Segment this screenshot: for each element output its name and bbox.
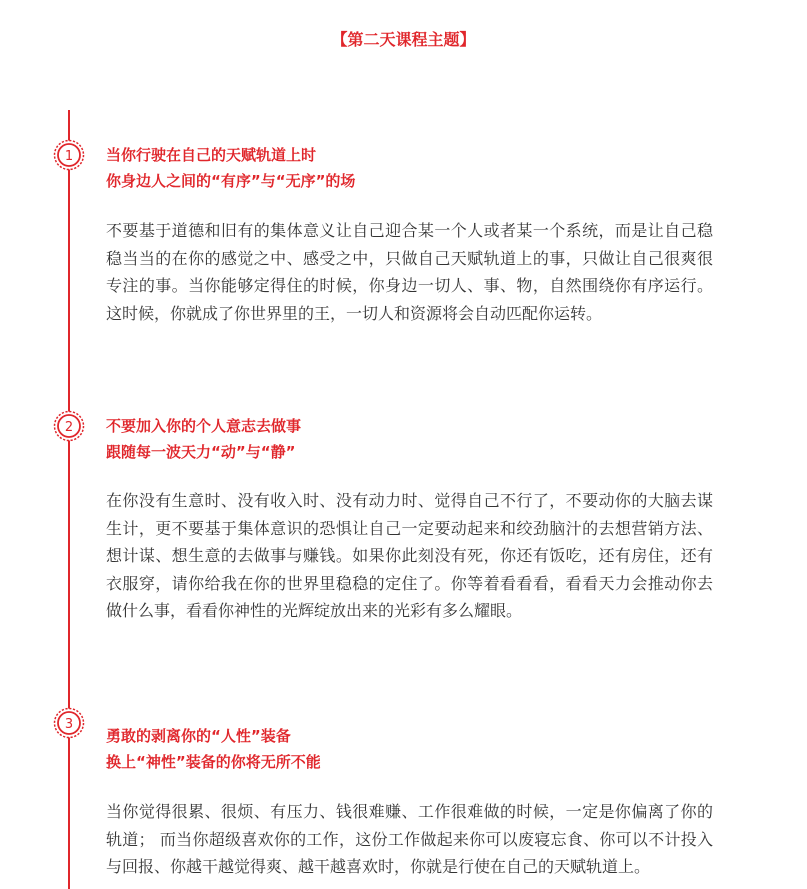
step-1-number: 1 <box>64 149 74 164</box>
section-3-heading-line1: 勇敢的剥离你的“人性”装备 <box>106 727 291 745</box>
step-3-badge <box>53 707 85 739</box>
step-2-number: 2 <box>64 420 74 435</box>
step-3-number: 3 <box>64 717 74 732</box>
timeline-line <box>68 110 70 889</box>
section-1-body: 不要基于道德和旧有的集体意义让自己迎合某一个人或者某一个系统，而是让自己稳稳当当的在你的感觉之中、感受之中，只做自己天赋轨道上的事，只做让自己很爽很专注的事。当你能够定得住的时候，你身边一切人、事、物，自然围绕你有序运行。这时候，你就成了你世界里的王，一切人和资源将会自动匹配你运转。 <box>106 221 713 323</box>
section-3-body: 当你觉得很累、很烦、有压力、钱很难赚、工作很难做的时候，一定是你偏离了你的轨道； 而当你超级喜欢你的工作，这份工作做起来你可以废寝忘食、你可以不计投入与回报、你越干越觉得爽、越干越喜欢时，你就是行使在自己的天赋轨道上。 <box>106 802 713 876</box>
step-1-badge <box>53 139 85 171</box>
section-1-heading-line2: 你身边人之间的“有序”与“无序”的场 <box>106 172 356 190</box>
section-3-heading-line2: 换上“神性”装备的你将无所不能 <box>106 753 321 771</box>
section-2-heading-line1: 不要加入你的个人意志去做事 <box>106 417 302 435</box>
section-2-heading-line2: 跟随每一波天力“动”与“静” <box>106 443 296 461</box>
section-1-heading-line1: 当你行驶在自己的天赋轨道上时 <box>106 146 317 164</box>
page-title: 【第二天课程主题】 <box>331 30 476 49</box>
section-2-heading <box>106 413 301 465</box>
section-1-heading <box>106 142 355 194</box>
section-3-heading <box>106 723 321 775</box>
section-2-body: 在你没有生意时、没有收入时、没有动力时、觉得自己不行了，不要动你的大脑去谋生计，更不要基于集体意识的恐惧让自己一定要动起来和绞劲脑汁的去想营销方法、想计谋、想生意的去做事与赚钱。如果你此刻没有死，你还有饭吃，还有房住，还有衣服穿，请你给我在你的世界里稳稳的定住了。你等着看看看，看看天力会推动你去做什么事，看看你神性的光辉绽放出来的光彩有多么耀眼。 <box>106 491 713 620</box>
step-2-badge <box>53 410 85 442</box>
